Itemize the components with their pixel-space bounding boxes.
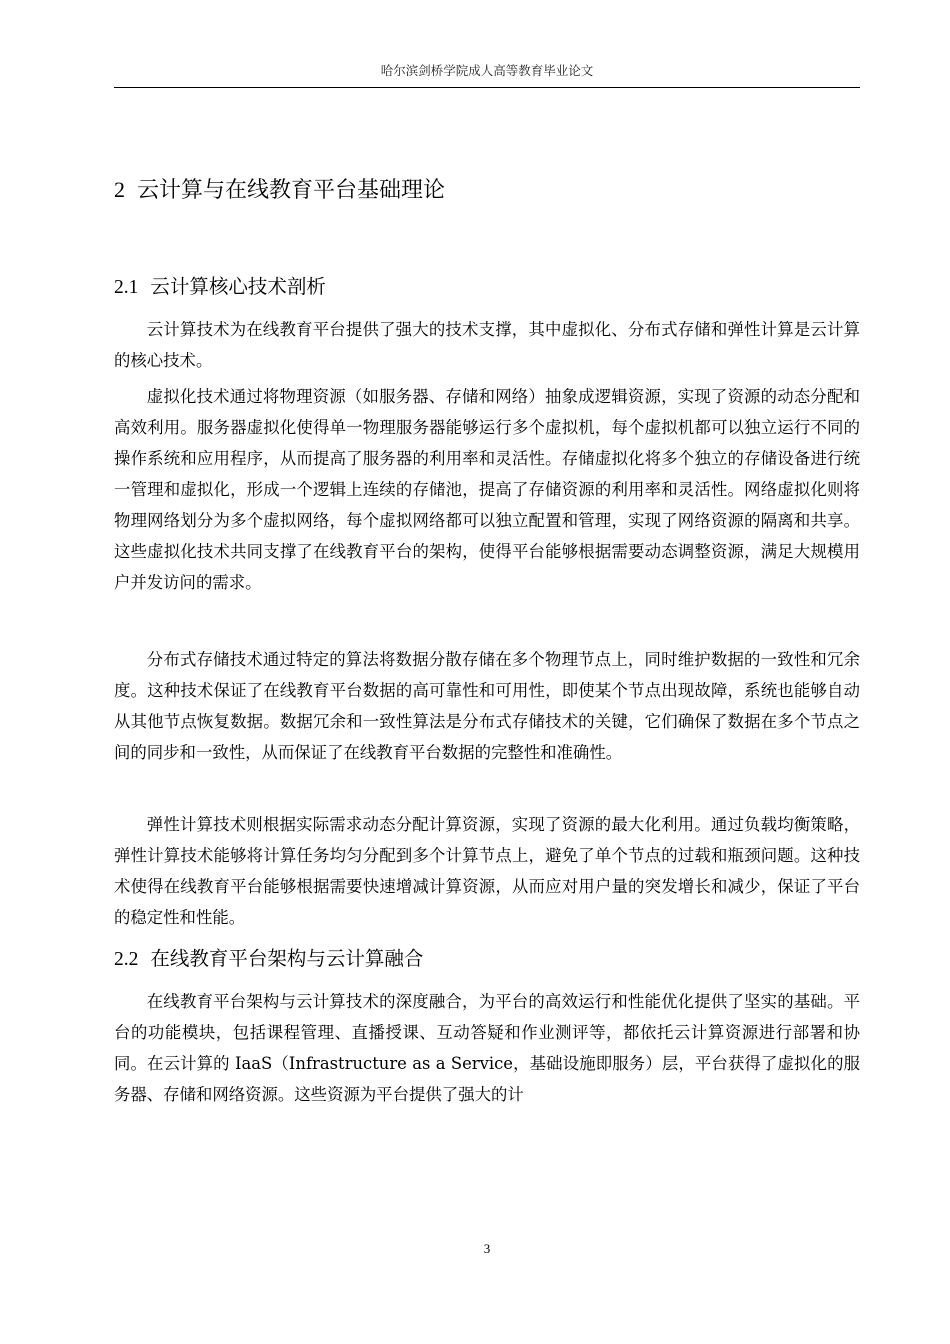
paragraph-distributed-storage: 分布式存储技术通过特定的算法将数据分散存储在多个物理节点上，同时维护数据的一致性和冗余度。这种技术保证了在线教育平台数据的高可靠性和可用性，即使某个节点出现故障，系统也能够自动从其他节点恢复数据。数据冗余和一致性算法是分布式存储技术的关键，它们确保了数据在多个节点之间的同步和一致性，从而保证了在线教育平台数据的完整性和准确性。 <box>114 650 860 762</box>
chapter-heading <box>114 173 445 208</box>
section-2-1-number: 2.1 <box>114 277 139 298</box>
header-rule <box>114 87 860 88</box>
paragraph-virtualization: 虚拟化技术通过将物理资源（如服务器、存储和网络）抽象成逻辑资源，实现了资源的动态分配和高效利用。服务器虚拟化使得单一物理服务器能够运行多个虚拟机，每个虚拟机都可以独立运行不同的操作系统和应用程序，从而提高了服务器的利用率和灵活性。存储虚拟化将多个独立的存储设备进行统一管理和虚拟化，形成一个逻辑上连续的存储池，提高了存储资源的利用率和灵活性。网络虚拟化则将物理网络划分为多个虚拟网络，每个虚拟网络都可以独立配置和管理，实现了网络资源的隔离和共享。这些虚拟化技术共同支撑了在线教育平台的架构，使得平台能够根据需要动态调整资源，满足大规模用户并发访问的需求。 <box>114 387 860 592</box>
paragraph-platform-architecture: 在线教育平台架构与云计算技术的深度融合，为平台的高效运行和性能优化提供了坚实的基础。平台的功能模块，包括课程管理、直播授课、互动答疑和作业测评等，都依托云计算资源进行部署和协同。在云计算的 IaaS（Infrastructure as a Service，基础设施即服务）层，平台获得了虚拟化的服务器、存储和网络资源。这些资源为平台提供了强大的计 <box>114 992 860 1104</box>
section-2-1-heading <box>114 272 326 303</box>
page-number: 3 <box>483 1241 491 1256</box>
chapter-title: 云计算与在线教育平台基础理论 <box>137 178 446 203</box>
paragraph-intro: 云计算技术为在线教育平台提供了强大的技术支撑，其中虚拟化、分布式存储和弹性计算是云计算的核心技术。 <box>114 320 860 370</box>
section-2-2-heading <box>114 944 423 975</box>
chapter-number: 2 <box>114 177 125 202</box>
section-2-2-title: 在线教育平台架构与云计算融合 <box>150 947 424 970</box>
running-header: 哈尔滨剑桥学院成人高等教育毕业论文 <box>380 63 594 78</box>
section-2-1-title: 云计算核心技术剖析 <box>150 275 326 298</box>
section-2-2-number: 2.2 <box>114 949 139 970</box>
paragraph-elastic-computing: 弹性计算技术则根据实际需求动态分配计算资源，实现了资源的最大化利用。通过负载均衡策略，弹性计算技术能够将计算任务均匀分配到多个计算节点上，避免了单个节点的过载和瓶颈问题。这种技术使得在线教育平台能够根据需要快速增减计算资源，从而应对用户量的突发增长和减少，保证了平台的稳定性和性能。 <box>114 815 860 927</box>
